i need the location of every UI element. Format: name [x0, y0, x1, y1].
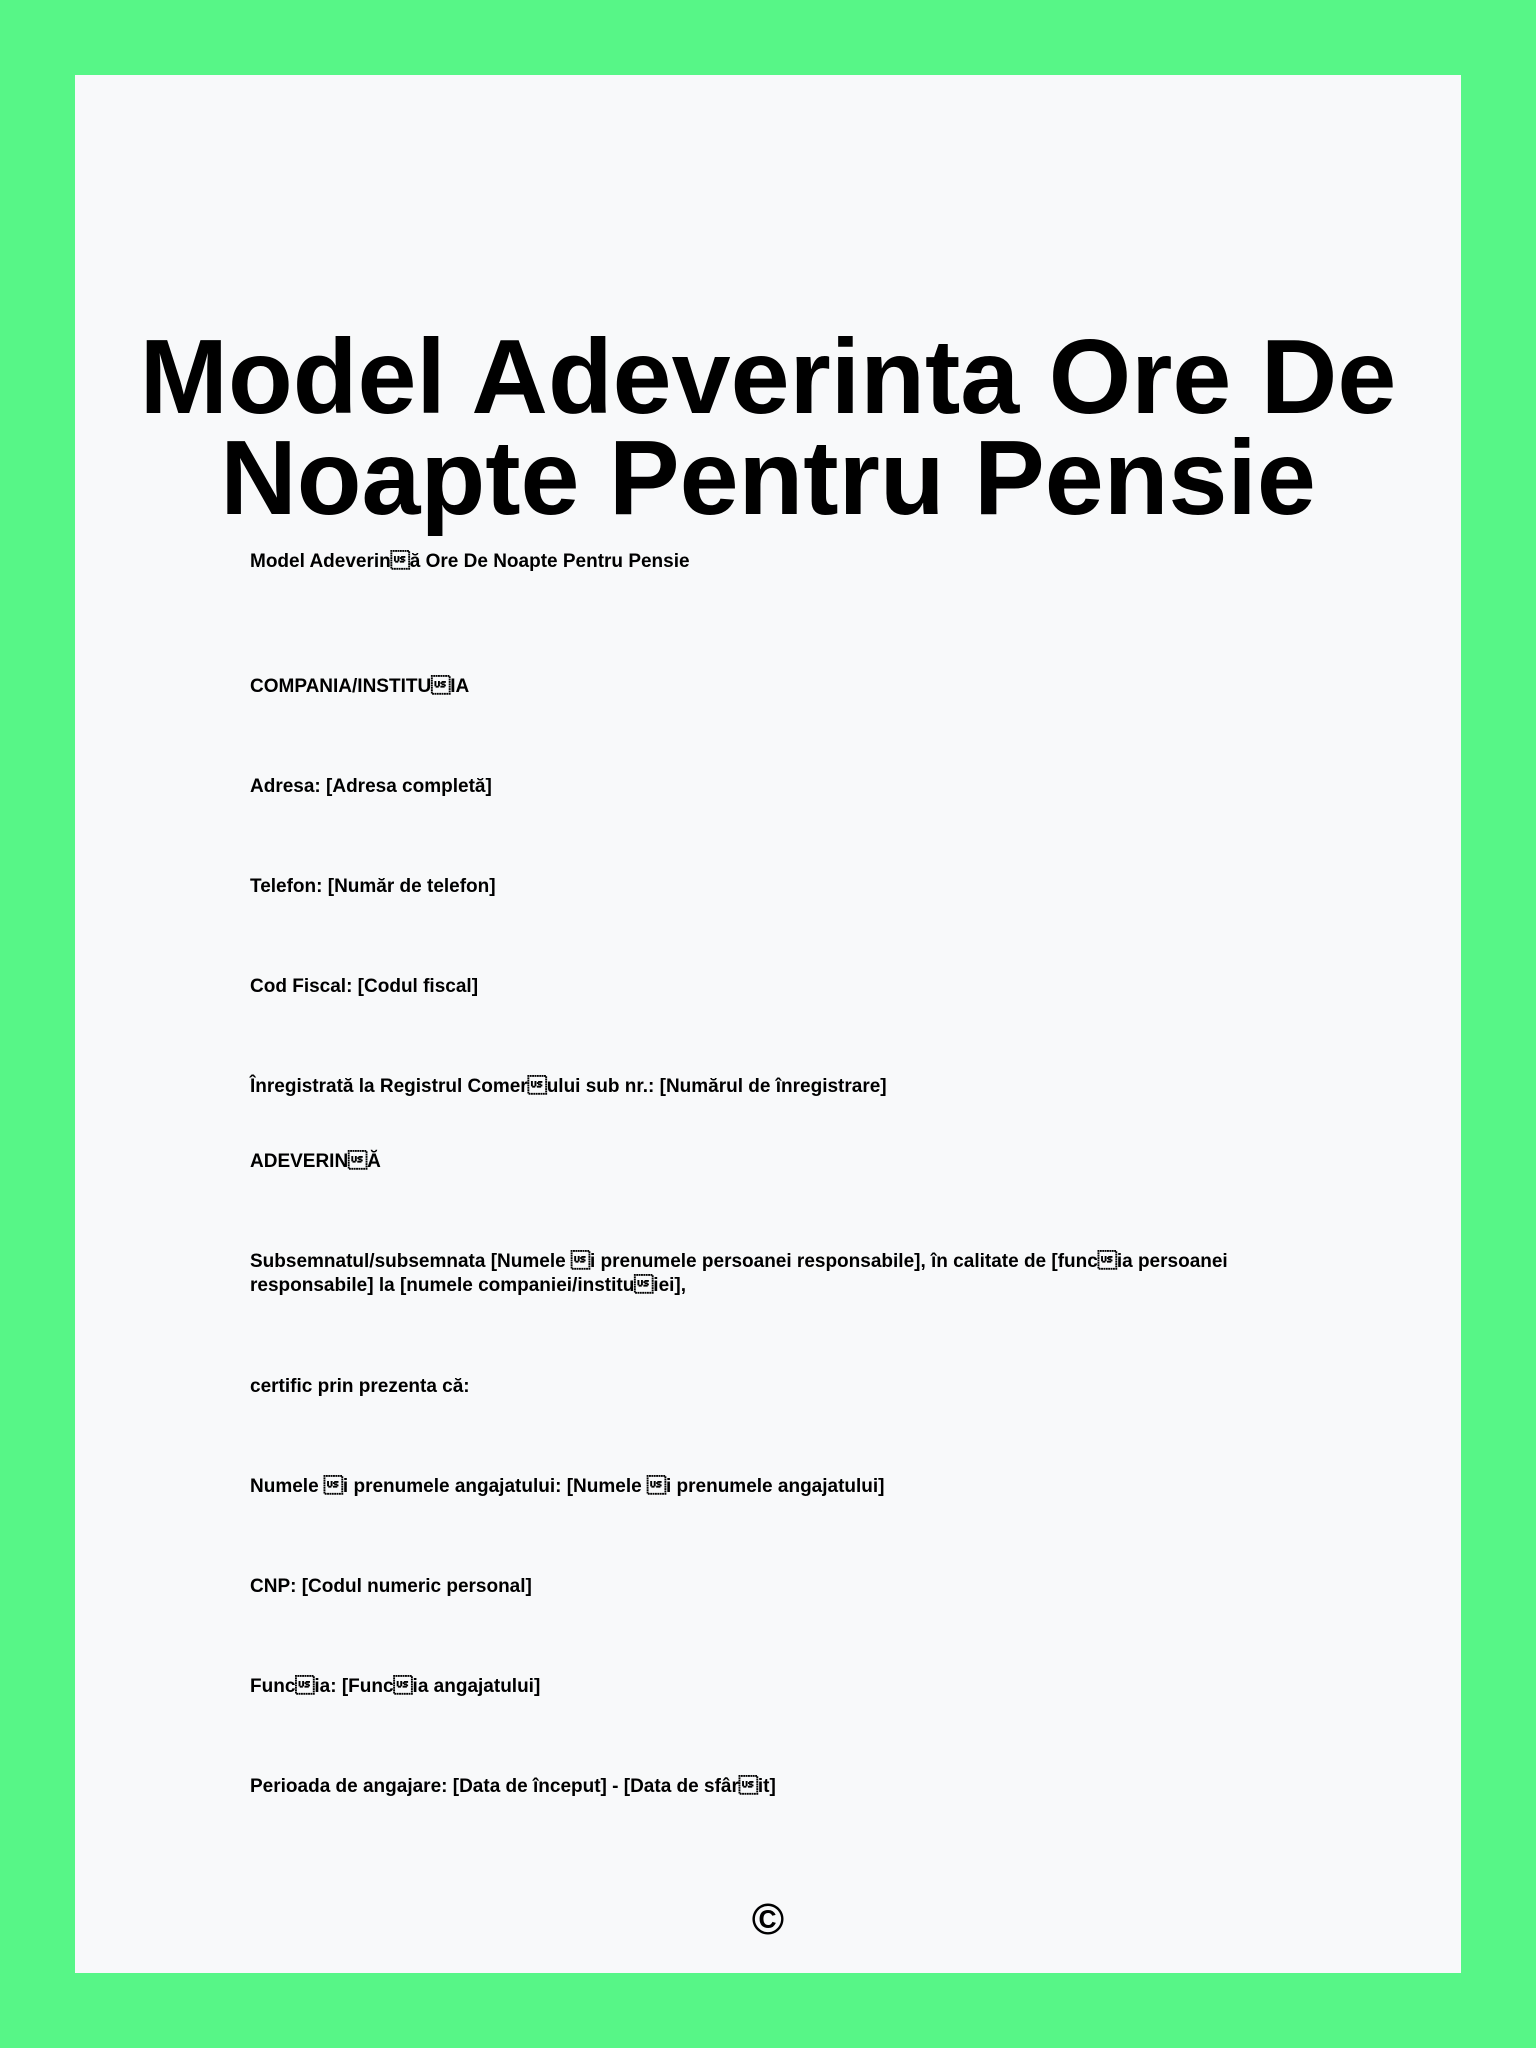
- undersigned-paragraph: Subsemnatul/subsemnata [Numele i prenumele persoanei responsabile], în calitate de [func ia persoanei responsabile] la [numele companiei/institu iei],: [250, 1251, 1233, 1296]
- registration-line: Înregistrată la Registrul Comer ului sub nr.: [Numărul de înregistrare]: [250, 1076, 887, 1097]
- employee-name-line: Numele i prenumele angajatului: [Numele i prenumele angajatului]: [250, 1476, 885, 1497]
- cnp-line: CNP: [Codul numeric personal]: [250, 1576, 532, 1597]
- document-subtitle: Model Adeverin ă Ore De Noapte Pentru Pensie: [250, 551, 690, 572]
- company-line: COMPANIA/INSTITU IA: [250, 676, 470, 697]
- address-line: Adresa: [Adresa completă]: [250, 776, 492, 797]
- document-title: Model Adeverinta Ore De Noapte Pentru Pensie: [139, 318, 1397, 537]
- certify-line: certific prin prezenta că:: [250, 1376, 470, 1397]
- function-line: Func ia: [Func ia angajatului]: [250, 1676, 541, 1697]
- document-page: [75, 75, 1461, 1973]
- fiscal-code-line: Cod Fiscal: [Codul fiscal]: [250, 976, 479, 997]
- phone-line: Telefon: [Număr de telefon]: [250, 876, 496, 897]
- employment-period-line: Perioada de angajare: [Data de început] - [Data de sfâr it]: [250, 1776, 776, 1797]
- certificate-heading: ADEVERIN Ă: [250, 1151, 381, 1172]
- copyright-icon: ©: [751, 1895, 785, 1944]
